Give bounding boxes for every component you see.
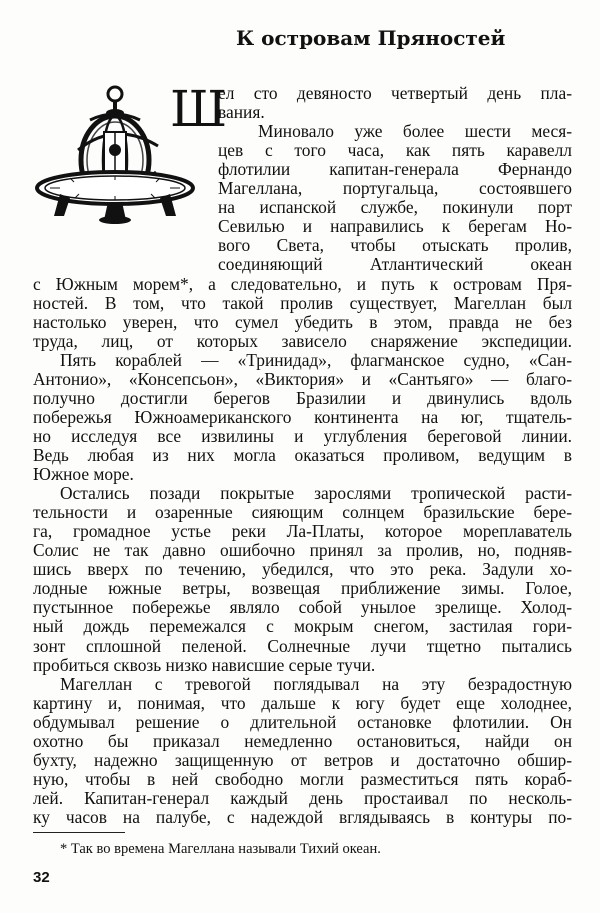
text-line: бухту, надежно защищенную от ветров и достаточно обшир- <box>33 750 572 770</box>
text-line: Остались позади покрытые зарослями тропической расти- <box>60 483 572 503</box>
text-line: Южное море. <box>33 464 134 484</box>
text-line: тельности и озаренные сияющим солнцем бразильские бере- <box>33 502 572 522</box>
text-line: лодные южные ветры, возвещая приближение зимы. Голое, <box>33 578 572 598</box>
text-line: с Южным морем*, а следовательно, и путь к островам Пря- <box>33 274 572 294</box>
text-line: зонт сплошной пеленой. Солнечные лучи тщетно пытались <box>33 636 572 656</box>
text-line: Миновало уже более шести меся- <box>258 121 572 141</box>
drop-cap: Ш <box>170 80 228 138</box>
text-line: Ведь любая из них могла оказаться проливом, ведущим в <box>33 445 572 465</box>
text-line: Севилью и направились к берегам Но- <box>218 216 572 236</box>
text-line: настолько уверен, что сумел убедить в этом, правда не без <box>33 312 572 332</box>
text-line: лей. Капитан-генерал каждый день простаивал по несколь- <box>33 788 572 808</box>
text-line: картину и, понимая, что дальше к югу будет еще холоднее, <box>33 693 572 713</box>
text-line: но исследуя все извилины и углубления береговой линии. <box>33 426 572 446</box>
text-line: вания. <box>218 102 265 122</box>
text-line: побережья Южноамериканского континента на юг, тщатель- <box>33 407 572 427</box>
text-line: пробиться сквозь низко нависшие серые тучи. <box>33 655 376 675</box>
text-line: Солис не так давно ошибочно принял за пролив, но, подняв- <box>33 540 572 560</box>
text-line: шись вверх по течению, убедился, что это река. Задули хо- <box>33 559 572 579</box>
text-line: обдумывал решение о длительной остановке флотилии. Он <box>33 712 572 732</box>
page-number: 32 <box>33 869 50 886</box>
text-line: цев с того часа, как пять каравелл <box>218 140 572 160</box>
text-line: ностей. В том, что такой пролив существует, Магеллан был <box>33 293 572 313</box>
text-line: ку часов на палубе, с надеждой вглядываясь в контуры по- <box>33 807 572 827</box>
text-line: на испанской службе, покинули порт <box>218 197 572 217</box>
text-line: Антонио», «Консепсьон», «Виктория» и «Сантьяго» — благо- <box>33 369 572 389</box>
text-line: ный дождь перемежался с мокрым снегом, застилая гори- <box>33 616 572 636</box>
text-line: Магеллан с тревогой поглядывал на эту безрадостную <box>60 674 572 694</box>
text-line: труда, лиц, от которых зависело снаряжение экспедиции. <box>33 331 572 351</box>
text-line: получно достигли берегов Бразилии и двинулись вдоль <box>33 388 572 408</box>
text-line: охотно бы приказал немедленно остановиться, найди он <box>33 731 572 751</box>
text-line: Пять кораблей — «Тринидад», флагманское судно, «Сан- <box>60 350 572 370</box>
text-line: ел сто девяносто четвертый день пла- <box>218 83 572 103</box>
footnote: * Так во времена Магеллана называли Тихий океан. <box>60 841 381 857</box>
text-line: соединяющий Атлантический океан <box>218 254 572 274</box>
text-line: Магеллана, португальца, состоявшего <box>218 178 572 198</box>
text-line: пустынное побережье являло собой унылое зрелище. Холод- <box>33 597 572 617</box>
chapter-title: К островам Пряностей <box>236 26 506 50</box>
text-line: ную, чтобы в ней свободно могли разместиться пять кораб- <box>33 769 572 789</box>
footnote-divider <box>33 832 125 833</box>
text-line: флотилии капитан-генерала Фернандо <box>218 159 572 179</box>
text-line: вого Света, чтобы отыскать пролив, <box>218 235 572 255</box>
text-line: га, громадное устье реки Ла-Платы, которое мореплаватель <box>33 521 572 541</box>
